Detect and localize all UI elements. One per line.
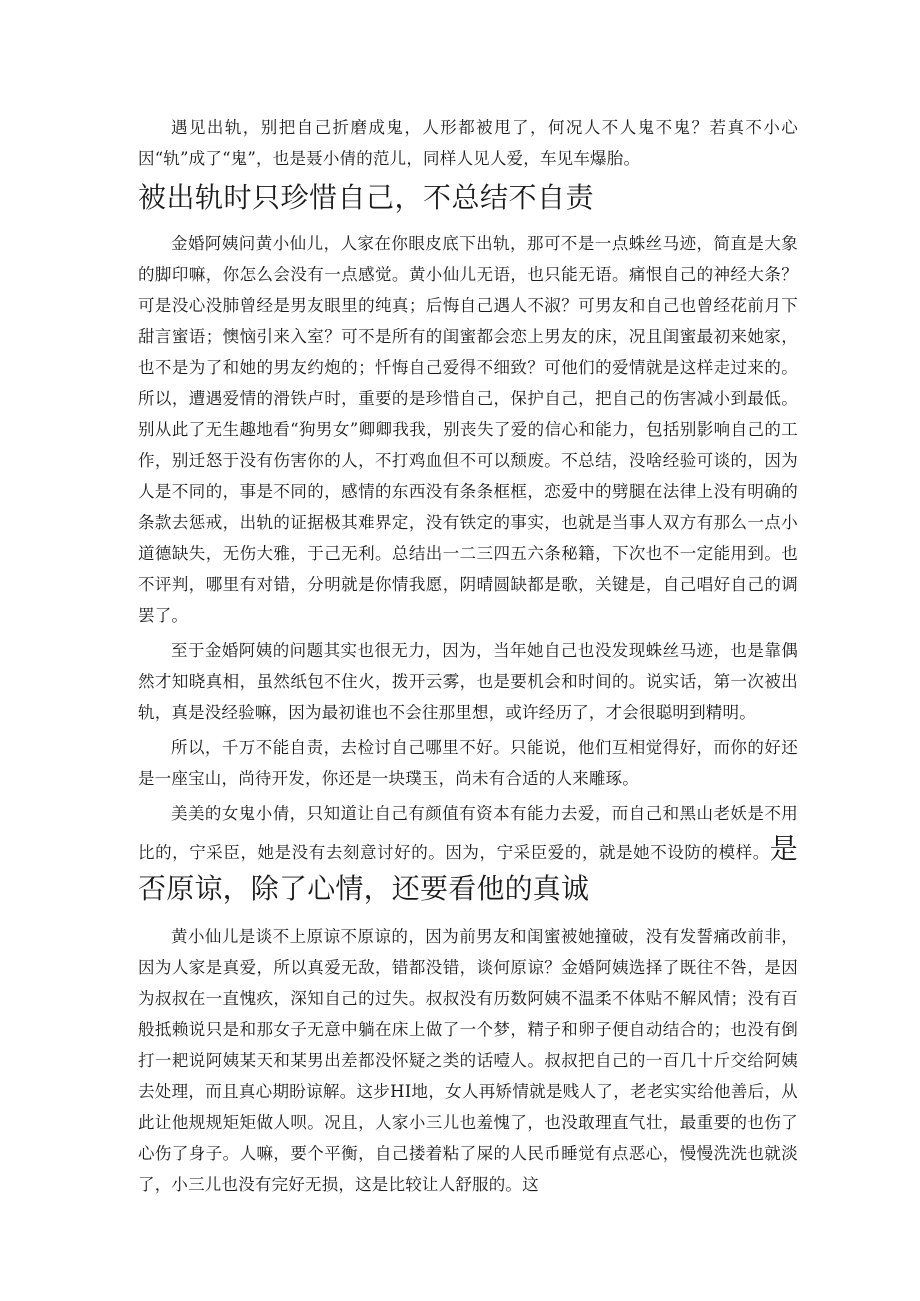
intro-paragraph: 遇见出轨，别把自己折磨成鬼，人形都被甩了，何况人不人鬼不鬼？若真不小心因“轨”成了“鬼”，也是聂小倩的范儿，同样人见人爱，车见车爆胎。 [138, 118, 798, 168]
paragraph-1: 金婚阿姨问黄小仙儿，人家在你眼皮底下出轨，那可不是一点蛛丝马迹，简直是大象的脚印嘛，你怎么会没有一点感觉。黄小仙儿无语，也只能无语。痛恨自己的神经大条？可是没心没肺曾经是男友眼里的纯真；后悔自己遇人不淑？可男友和自己也曾经花前月下甜言蜜语；懊恼引来入室？可不是所有的闺蜜都会恋上男友的床，况且闺蜜最初来她家，也不是为了和她的男友约炮的；忏悔自己爱得不细致？可他们的爱情就是这样走过来的。所以，遭遇爱情的滑铁卢时，重要的是珍惜自己，保护自己，把自己的伤害减小到最低。别从此了无生趣地看“狗男女”卿卿我我，别丧失了爱的信心和能力，包括别影响自己的工作，别迁怒于没有伤害你的人，不打鸡血但不可以颓废。不总结，没啥经验可谈的，因为人是不同的，事是不同的，感情的东西没有条条框框，恋爱中的劈腿在法律上没有明确的条款去惩戒，出轨的证据极其难界定，没有铁定的事实，也就是当事人双方有那么一点小道德缺失，无伤大雅，于己无利。总结出一二三四五六条秘籍，下次也不一定能用到。也不评判，哪里有对错，分明就是你情我愿，阴晴圆缺都是歌，关键是，自己唱好自己的调罢了。 [138, 234, 798, 625]
paragraph-4 [138, 798, 798, 909]
paragraph-5: 黄小仙儿是谈不上原谅不原谅的，因为前男友和闺蜜被她撞破，没有发誓痛改前非，因为人家是真爱，所以真爱无敌，错都没错，谈何原谅？金婚阿姨选择了既往不咎，是因为叔叔在一直愧疚，深知自己的过失。叔叔没有历数阿姨不温柔不体贴不解风情；没有百般抵赖说只是和那女子无意中躺在床上做了一个梦，精子和卵子便自动结合的；也没有倒打一耙说阿姨某天和某男出差都没怀疑之类的话噎人。叔叔把自己的一百几十斤交给阿姨去处理，而且真心期盼谅解。这步HI地，女人再矫情就是贱人了，老老实实给他善后，从此让他规规矩矩做人呗。况且，人家小三儿也羞愧了，也没敢理直气壮，最重要的也伤了心伤了身子。人嘛，要个平衡，自己搂着粘了屎的人民币睡觉有点恶心，慢慢洗洗也就淡了，小三儿也没有完好无损，这是比较让人舒服的。这 [138, 927, 798, 1194]
paragraph-3: 所以，千万不能自责，去检讨自己哪里不好。只能说，他们互相觉得好，而你的好还是一座宝山，尚待开发，你还是一块璞玉，尚未有合适的人来雕琢。 [138, 738, 798, 788]
paragraph-4-text: 美美的女鬼小倩，只知道让自己有颜值有资本有能力去爱，而自己和黑山老妖是不用比的，宁采臣，她是没有去刻意讨好的。因为，宁采臣爱的，就是她不设防的模样。 [138, 804, 798, 862]
paragraph-2: 至于金婚阿姨的问题其实也很无力，因为，当年她自己也没发现蛛丝马迹，也是靠偶然才知晓真相，虽然纸包不住火，拨开云雾，也是要机会和时间的。说实话，第一次被出轨，真是没经验嘛，因为最初谁也不会往那里想，或许经历了，才会很聪明到精明。 [138, 641, 798, 722]
section-heading-2: 是否原谅，除了心情，还要看他的真诚 [138, 832, 798, 905]
section-heading-1: 被出轨时只珍惜自己，不总结不自责 [138, 181, 595, 214]
document-page [138, 112, 798, 1200]
